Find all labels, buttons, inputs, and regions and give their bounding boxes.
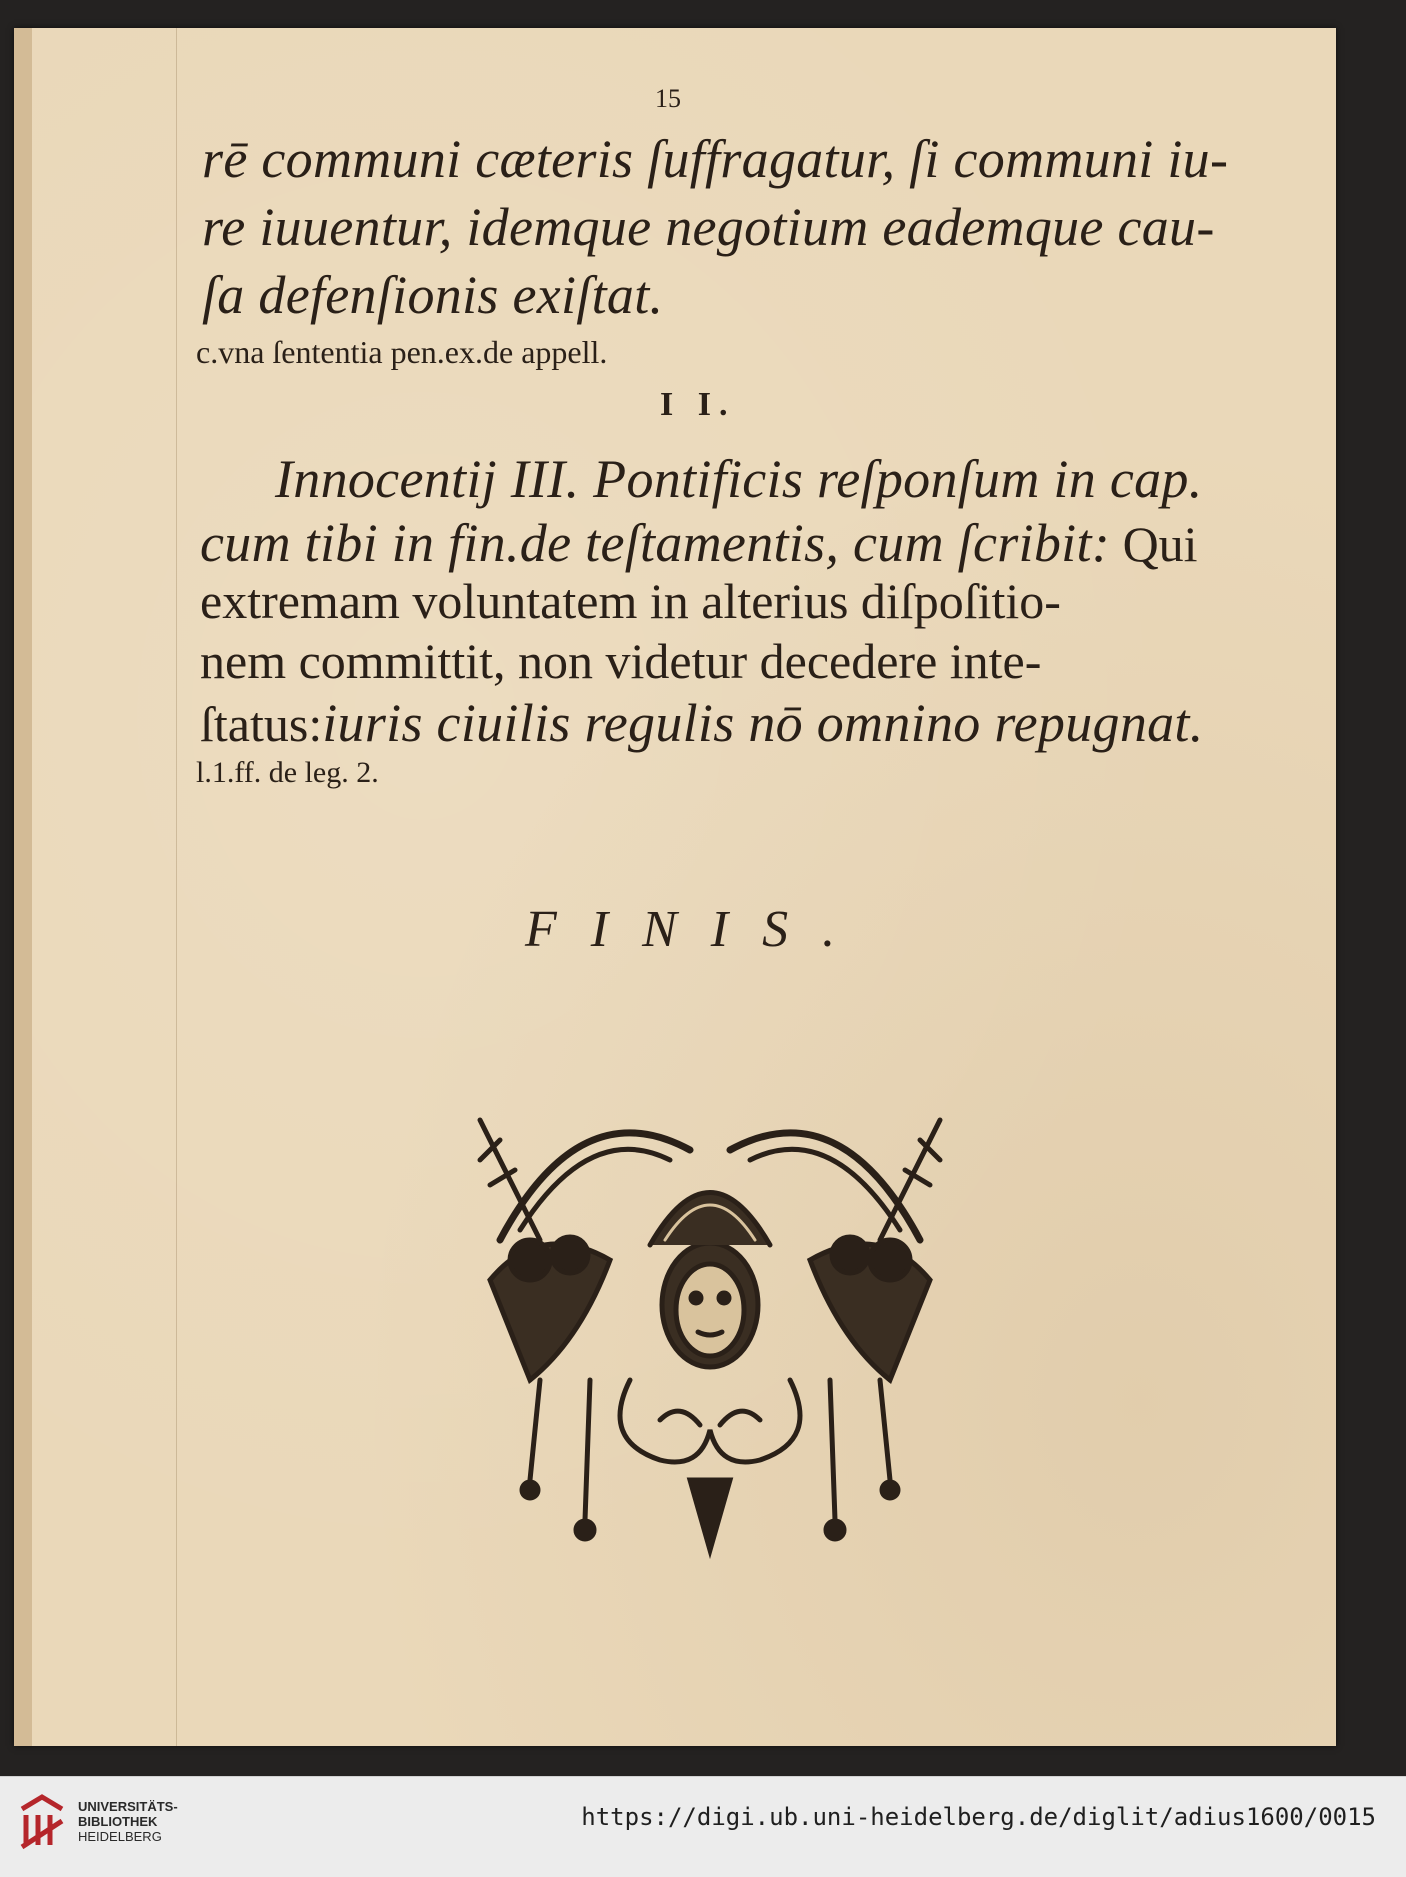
text-line-7: nem committit, non videtur decedere inte-	[200, 633, 1042, 689]
viewer-footer	[0, 1776, 1406, 1877]
library-name	[78, 1799, 178, 1844]
page-number: 15	[655, 84, 681, 113]
finis-heading: FINIS.	[525, 901, 870, 958]
woodcut-ornament-icon	[460, 1080, 960, 1560]
citation-2: l.1.ff. de leg. 2.	[196, 756, 379, 789]
citation-1: c.vna ſententia pen.ex.de appell.	[196, 334, 608, 370]
text-line-6: extremam voluntatem in alterius diſpoſitio-	[200, 573, 1061, 629]
text-line-5-italic: cum tibi in fin.de teſtamentis, cum ſcribit:	[200, 513, 1111, 573]
text-line-3: ſa defenſionis exiſtat.	[202, 265, 664, 325]
text-line-8-roman: ſtatus:	[200, 696, 323, 752]
library-logo-icon	[16, 1791, 68, 1851]
text-line-2: re iuuentur, idemque negotium eademque cau-	[202, 197, 1215, 257]
library-name-line-2: BIBLIOTHEK	[78, 1814, 158, 1829]
permalink-url[interactable]: https://digi.ub.uni-heidelberg.de/diglit/adius1600/0015	[581, 1803, 1376, 1831]
library-name-line-3: HEIDELBERG	[78, 1829, 162, 1844]
text-line-1: rē communi cæteris ſuffragatur, ſi communi iu-	[202, 129, 1229, 189]
page-gutter-line	[176, 28, 177, 1746]
text-line-5-roman: Qui	[1110, 516, 1198, 572]
library-name-line-1: UNIVERSITÄTS-	[78, 1799, 178, 1814]
text-line-8-italic: iuris ciuilis regulis nō omnino repugnat.	[322, 693, 1204, 753]
text-line-4: Innocentij III. Pontificis reſponſum in cap.	[275, 449, 1203, 509]
text-line-8	[200, 692, 1204, 754]
section-number: I I.	[660, 386, 736, 423]
text-line-5	[200, 512, 1198, 574]
